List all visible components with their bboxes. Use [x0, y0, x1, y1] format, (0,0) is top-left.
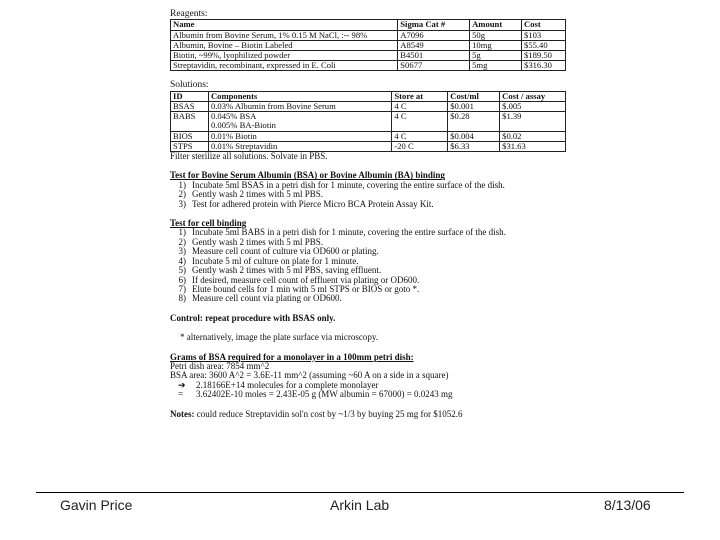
table-cell: Biotin, ~99%, lyophilized powder — [171, 51, 398, 61]
table-cell: BIOS — [171, 131, 209, 141]
table-header-row — [171, 91, 566, 101]
footer-date: 8/13/06 — [604, 497, 651, 513]
reagents-table — [170, 19, 566, 71]
table-cell: -20 C — [392, 141, 448, 151]
table-header-cell: Cost / assay — [500, 91, 566, 101]
bsa-area: BSA area: 3600 A^2 = 3.6E-11 mm^2 (assuming ~60 A on a side in a square) — [170, 370, 449, 381]
step-number: 7) — [178, 283, 186, 294]
table-row — [171, 51, 566, 61]
step-text: Gently wash 2 times with 5 ml PBS. — [192, 189, 324, 200]
test-bsa-steps — [170, 181, 566, 209]
notes-line — [170, 410, 566, 419]
step-text: Incubate 5ml BSAS in a petri dish for 1 minute, covering the entire surface of the dish. — [192, 179, 505, 190]
table-cell: $0.02 — [500, 131, 566, 141]
moles-text: 3.62402E-10 moles = 2.43E-05 g (MW albumin = 67000) = 0.0243 mg — [196, 389, 453, 400]
table-cell: $316.30 — [522, 61, 566, 71]
table-cell: STPS — [171, 141, 209, 151]
moles-line — [170, 390, 566, 399]
step-number: 1) — [178, 227, 186, 238]
step-text: Gently wash 2 times with 5 ml PBS. — [192, 236, 324, 247]
table-header-cell: ID — [171, 91, 209, 101]
table-cell: 4 C — [392, 131, 448, 141]
table-row — [171, 61, 566, 71]
table-row — [171, 112, 566, 131]
table-cell: 4 C — [392, 112, 448, 131]
list-item — [170, 200, 566, 209]
footer-lab: Arkin Lab — [330, 497, 390, 513]
step-number: 4) — [178, 255, 186, 266]
table-cell: 5g — [470, 51, 522, 61]
footer-divider — [36, 492, 684, 493]
table-cell: A7096 — [398, 30, 470, 40]
table-header-cell: Name — [171, 20, 398, 30]
solutions-table — [170, 91, 566, 152]
table-cell: $.005 — [500, 102, 566, 112]
table-cell: 0.01% Streptavidin — [208, 141, 391, 151]
table-cell: S0677 — [398, 61, 470, 71]
table-cell: 10mg — [470, 40, 522, 50]
table-cell: $0.28 — [448, 112, 500, 131]
table-header-cell: Cost — [522, 20, 566, 30]
table-cell: $0.004 — [448, 131, 500, 141]
table-cell: $189.50 — [522, 51, 566, 61]
step-text: Measure cell count via plating or OD600. — [192, 293, 342, 304]
table-cell: 5mg — [470, 61, 522, 71]
step-text: Test for adhered protein with Pierce Micro BCA Protein Assay Kit. — [192, 198, 434, 209]
table-row — [171, 40, 566, 50]
table-cell: $31.63 — [500, 141, 566, 151]
notes-label: Notes: — [170, 408, 195, 419]
table-header-row — [171, 20, 566, 30]
test-cell-title: Test for cell binding — [170, 218, 247, 229]
table-cell: 0.01% Biotin — [208, 131, 391, 141]
step-text: Elute bound cells for 1 min with 5 ml STPS or BIOS or goto *. — [192, 283, 420, 294]
alternative-note: * alternatively, image the plate surface via microscopy. — [180, 332, 378, 343]
table-cell: BABS — [171, 112, 209, 131]
table-cell: $55.40 — [522, 40, 566, 50]
step-number: 2) — [178, 189, 186, 200]
table-header-cell: Sigma Cat # — [398, 20, 470, 30]
table-cell: 4 C — [392, 102, 448, 112]
table-cell: 0.03% Albumin from Bovine Serum — [208, 102, 391, 112]
document-page — [170, 10, 566, 419]
step-number: 2) — [178, 236, 186, 247]
table-header-cell: Store at — [392, 91, 448, 101]
table-row — [171, 141, 566, 151]
control-text: Control: repeat procedure with BSAS only. — [170, 312, 336, 323]
table-cell: Albumin, Bovine – Biotin Labeled — [171, 40, 398, 50]
step-number: 3) — [178, 246, 186, 257]
step-text: Incubate 5 ml of culture on plate for 1 minute. — [192, 255, 359, 266]
table-cell: A8549 — [398, 40, 470, 50]
list-item — [170, 294, 566, 303]
footer-author: Gavin Price — [60, 497, 133, 513]
equals-sign: = — [178, 389, 184, 400]
step-number: 6) — [178, 274, 186, 285]
step-number: 3) — [178, 198, 186, 209]
table-header-cell: Cost/ml — [448, 91, 500, 101]
table-row — [171, 102, 566, 112]
table-cell: Streptavidin, recombinant, expressed in E. Coli — [171, 61, 398, 71]
reagents-caption: Reagents: — [170, 9, 208, 19]
table-header-cell: Amount — [470, 20, 522, 30]
table-cell: 0.045% BSA 0.005% BA-Biotin — [208, 112, 391, 131]
table-cell: $103 — [522, 30, 566, 40]
step-number: 8) — [178, 293, 186, 304]
step-text: Gently wash 2 times with 5 ml PBS, saving effluent. — [192, 265, 382, 276]
table-cell: 50g — [470, 30, 522, 40]
step-text: If desired, measure cell count of effluent via plating or OD600. — [192, 274, 420, 285]
table-cell: $0.001 — [448, 102, 500, 112]
step-text: Measure cell count of culture via OD600 or plating. — [192, 246, 379, 257]
table-cell: BSAS — [171, 102, 209, 112]
step-text: Incubate 5ml BABS in a petri dish for 1 minute, covering the entire surface of the dish. — [192, 227, 506, 238]
table-cell: $6.33 — [448, 141, 500, 151]
table-cell: Albumin from Bovine Serum, 1% 0.15 M NaCl, :-- 98% — [171, 30, 398, 40]
petri-dish-area: Petri dish area: 7854 mm^2 — [170, 360, 270, 371]
table-row — [171, 30, 566, 40]
table-cell: B4501 — [398, 51, 470, 61]
table-cell: $1.39 — [500, 112, 566, 131]
step-number: 1) — [178, 179, 186, 190]
table-header-cell: Components — [208, 91, 391, 101]
step-number: 5) — [178, 265, 186, 276]
table-row — [171, 131, 566, 141]
test-cell-steps — [170, 228, 566, 303]
notes-text: could reduce Streptavidin sol'n cost by ~1/3 by buying 25 mg for $1052.6 — [196, 408, 463, 419]
molecules-text: 2.18166E+14 molecules for a complete monolayer — [196, 379, 379, 390]
test-bsa-title: Test for Bovine Serum Albumin (BSA) or Bovine Albumin (BA) binding — [170, 170, 445, 181]
grams-title: Grams of BSA required for a monolayer in a 100mm petri dish: — [170, 351, 414, 362]
solutions-caption: Solutions: — [170, 80, 209, 91]
arrow-icon: ➔ — [178, 379, 186, 390]
solutions-note: Filter sterilize all solutions. Solvate in PBS. — [170, 151, 328, 162]
